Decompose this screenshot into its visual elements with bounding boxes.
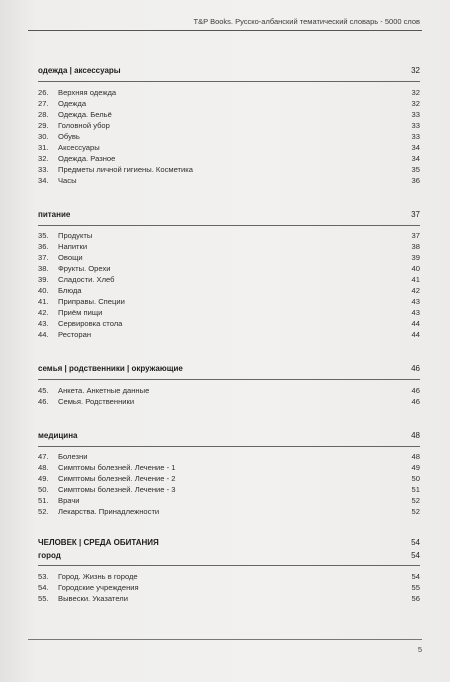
list-item[interactable]: 47. Болезни 48 — [38, 452, 420, 461]
section-heading: питание 37 — [38, 210, 420, 219]
footer-rule — [28, 639, 422, 640]
section-heading: семья | родственники | окружающие 46 — [38, 364, 420, 373]
list-item[interactable]: 27. Одежда 32 — [38, 99, 420, 108]
list-item[interactable]: 35. Продукты 37 — [38, 231, 420, 240]
list-item[interactable]: 38. Фрукты. Орехи 40 — [38, 264, 420, 273]
list-item[interactable]: 54. Городские учреждения 55 — [38, 583, 420, 592]
list-item[interactable]: 46. Семья. Родственники 46 — [38, 397, 420, 406]
list-item[interactable]: 55. Вывески. Указатели 56 — [38, 594, 420, 603]
list-item[interactable]: 26. Верхняя одежда 32 — [38, 88, 420, 97]
list-item[interactable]: 41. Приправы. Специи 43 — [38, 297, 420, 306]
list-item[interactable]: 48. Симптомы болезней. Лечение - 1 49 — [38, 463, 420, 472]
part-heading: ЧЕЛОВЕК | СРЕДА ОБИТАНИЯ 54 — [38, 538, 420, 547]
running-header: T&P Books. Русско-албанский тематический словарь - 5000 слов — [193, 17, 420, 26]
list-item[interactable]: 39. Сладости. Хлеб 41 — [38, 275, 420, 284]
section-rule — [38, 565, 420, 566]
page-number: 5 — [417, 645, 422, 654]
list-item[interactable]: 42. Приём пищи 43 — [38, 308, 420, 317]
list-item[interactable]: 30. Обувь 33 — [38, 132, 420, 141]
section-rule — [38, 446, 420, 447]
list-item[interactable]: 52. Лекарства. Принадлежности 52 — [38, 507, 420, 516]
list-item[interactable]: 44. Ресторан 44 — [38, 330, 420, 339]
section-heading: город 54 — [38, 551, 420, 560]
list-item[interactable]: 31. Аксессуары 34 — [38, 143, 420, 152]
list-item[interactable]: 29. Головной убор 33 — [38, 121, 420, 130]
list-item[interactable]: 50. Симптомы болезней. Лечение - 3 51 — [38, 485, 420, 494]
list-item[interactable]: 37. Овощи 39 — [38, 253, 420, 262]
list-item[interactable]: 45. Анкета. Анкетные данные 46 — [38, 386, 420, 395]
section-rule — [38, 379, 420, 380]
list-item[interactable]: 51. Врачи 52 — [38, 496, 420, 505]
section-heading: медицина 48 — [38, 431, 420, 440]
section-heading: одежда | аксессуары 32 — [38, 66, 420, 75]
section-rule — [38, 225, 420, 226]
list-item[interactable]: 28. Одежда. Бельё 33 — [38, 110, 420, 119]
list-item[interactable]: 34. Часы 36 — [38, 176, 420, 185]
list-item[interactable]: 33. Предметы личной гигиены. Косметика 35 — [38, 165, 420, 174]
list-item[interactable]: 53. Город. Жизнь в городе 54 — [38, 572, 420, 581]
header-rule — [28, 30, 422, 31]
list-item[interactable]: 43. Сервировка стола 44 — [38, 319, 420, 328]
list-item[interactable]: 49. Симптомы болезней. Лечение - 2 50 — [38, 474, 420, 483]
list-item[interactable]: 36. Напитки 38 — [38, 242, 420, 251]
list-item[interactable]: 40. Блюда 42 — [38, 286, 420, 295]
section-rule — [38, 81, 420, 82]
list-item[interactable]: 32. Одежда. Разное 34 — [38, 154, 420, 163]
